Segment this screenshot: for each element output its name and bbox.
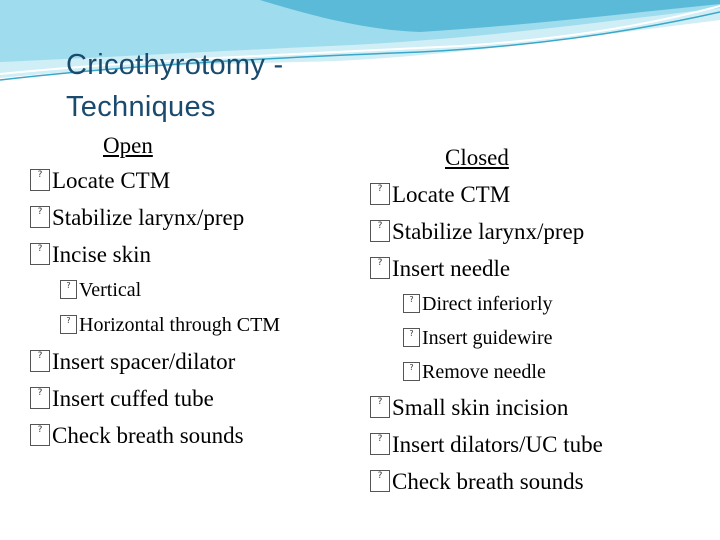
missing-glyph-bullet-icon: ? [60,280,77,299]
missing-glyph-bullet-icon: ? [370,220,390,242]
missing-glyph-bullet-icon: ? [403,362,420,381]
closed-heading: Closed [445,145,509,170]
closed-technique-column [370,142,603,500]
missing-glyph-bullet-icon: ? [403,328,420,347]
missing-glyph-bullet-icon: ? [370,396,390,418]
sub-list-item: ? Remove needle [403,355,603,389]
title-line-2: Techniques [66,91,216,123]
list-item: ? Incise skin [30,236,280,273]
sub-list-item: ? Direct inferiorly [403,287,603,321]
missing-glyph-bullet-icon: ? [30,206,50,228]
missing-glyph-bullet-icon: ? [403,294,420,313]
missing-glyph-bullet-icon: ? [30,387,50,409]
list-item: ? Small skin incision [370,389,603,426]
missing-glyph-bullet-icon: ? [370,257,390,279]
list-item: ? Locate CTM [30,162,280,199]
list-item: ? Insert dilators/UC tube [370,426,603,463]
missing-glyph-bullet-icon: ? [60,315,77,334]
missing-glyph-bullet-icon: ? [370,470,390,492]
list-item: ? Stabilize larynx/prep [370,213,603,250]
missing-glyph-bullet-icon: ? [370,433,390,455]
list-item: ? Check breath sounds [370,463,603,500]
missing-glyph-bullet-icon: ? [30,424,50,446]
list-item: ? Check breath sounds [30,417,280,454]
missing-glyph-bullet-icon: ? [30,350,50,372]
missing-glyph-bullet-icon: ? [30,243,50,265]
list-item: ? Stabilize larynx/prep [30,199,280,236]
list-item: ? Insert needle [370,250,603,287]
missing-glyph-bullet-icon: ? [30,169,50,191]
title-line-1: Cricothyrotomy - [66,49,284,81]
slide-title [66,44,486,128]
list-item: ? Locate CTM [370,176,603,213]
list-item: ? Insert spacer/dilator [30,343,280,380]
open-technique-column [30,130,280,454]
missing-glyph-bullet-icon: ? [370,183,390,205]
sub-list-item: ? Horizontal through CTM [60,308,280,343]
sub-list-item: ? Insert guidewire [403,321,603,355]
open-heading: Open [103,133,153,158]
list-item: ? Insert cuffed tube [30,380,280,417]
sub-list-item: ? Vertical [60,273,280,308]
